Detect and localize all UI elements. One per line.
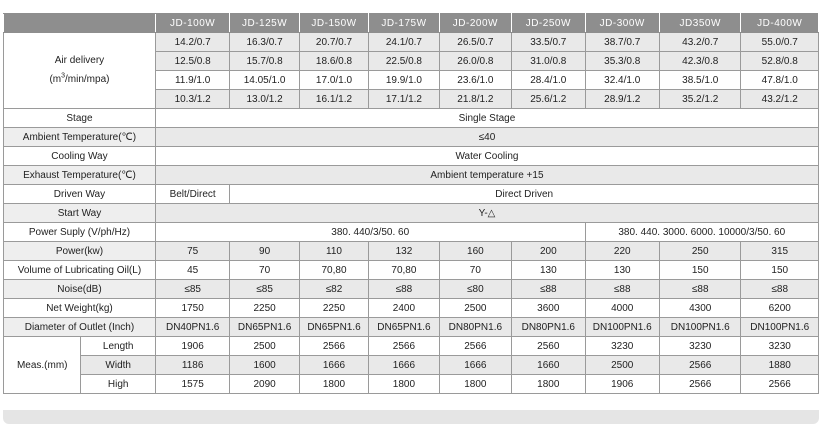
meas-cell: 2566	[659, 375, 741, 394]
air-delivery-unit: $(m^3/\min/mpa)$	[49, 72, 110, 86]
meas-cell: 1800	[439, 375, 511, 394]
power-cell: 75	[155, 242, 229, 261]
cooling-value: Water Cooling	[155, 147, 818, 166]
noise-cell: ≤85	[230, 280, 299, 299]
outlet-row	[4, 318, 819, 337]
power-label: Power(kw)	[4, 242, 156, 261]
stage-value: Single Stage	[155, 109, 818, 128]
noise-cell: ≤88	[741, 280, 819, 299]
meas-row	[4, 337, 819, 356]
oil-row	[4, 261, 819, 280]
power-cell: 200	[512, 242, 585, 261]
air-delivery-cell: 17.0/1.0	[299, 71, 368, 90]
air-delivery-cell: 55.0/0.7	[741, 33, 819, 52]
start-label: Start Way	[4, 204, 156, 223]
weight-cell: 2500	[439, 299, 511, 318]
meas-cell: 2566	[659, 356, 741, 375]
air-delivery-cell: 43.2/1.2	[741, 90, 819, 109]
air-delivery-cell: 42.3/0.8	[659, 52, 741, 71]
air-delivery-cell: 38.7/0.7	[585, 33, 659, 52]
oil-cell: 70	[439, 261, 511, 280]
header-corner	[4, 14, 156, 33]
power-cell: 160	[439, 242, 511, 261]
weight-cell: 2250	[230, 299, 299, 318]
power-supply-value-low: 380. 440/3/50. 60	[155, 223, 585, 242]
noise-cell: ≤88	[585, 280, 659, 299]
driven-value-belt: Belt/Direct	[155, 185, 229, 204]
meas-sub-label: Width	[81, 356, 155, 375]
air-delivery-cell: 22.5/0.8	[369, 52, 439, 71]
meas-cell: 2500	[230, 337, 299, 356]
air-delivery-cell: 35.2/1.2	[659, 90, 741, 109]
outlet-cell: DN65PN1.6	[230, 318, 299, 337]
cooling-label: Cooling Way	[4, 147, 156, 166]
meas-cell: 1600	[230, 356, 299, 375]
air-delivery-cell: 12.5/0.8	[155, 52, 229, 71]
model-header: JD-100W	[155, 14, 229, 33]
exhaust-row	[4, 166, 819, 185]
air-delivery-cell: 26.5/0.7	[439, 33, 511, 52]
air-delivery-cell: 20.7/0.7	[299, 33, 368, 52]
power-cell: 220	[585, 242, 659, 261]
oil-cell: 130	[512, 261, 585, 280]
noise-cell: ≤88	[512, 280, 585, 299]
start-value: Y-△	[155, 204, 818, 223]
header-row	[4, 14, 819, 33]
meas-row	[4, 375, 819, 394]
oil-cell: 70,80	[369, 261, 439, 280]
weight-cell: 4300	[659, 299, 741, 318]
air-delivery-cell: 47.8/1.0	[741, 71, 819, 90]
air-delivery-cell: 23.6/1.0	[439, 71, 511, 90]
meas-cell: 3230	[585, 337, 659, 356]
stage-row	[4, 109, 819, 128]
noise-row	[4, 280, 819, 299]
oil-cell: 130	[585, 261, 659, 280]
model-header: JD-150W	[299, 14, 368, 33]
air-delivery-cell: 14.05/1.0	[230, 71, 299, 90]
driven-label: Driven Way	[4, 185, 156, 204]
noise-cell: ≤85	[155, 280, 229, 299]
air-delivery-cell: 21.8/1.2	[439, 90, 511, 109]
air-delivery-cell: 28.9/1.2	[585, 90, 659, 109]
air-delivery-cell: 33.5/0.7	[512, 33, 585, 52]
oil-cell: 70	[230, 261, 299, 280]
weight-cell: 1750	[155, 299, 229, 318]
oil-cell: 150	[741, 261, 819, 280]
ambient-label: Ambient Temperature(℃)	[4, 128, 156, 147]
meas-cell: 1800	[299, 375, 368, 394]
model-header: JD-200W	[439, 14, 511, 33]
meas-cell: 1800	[369, 375, 439, 394]
power-cell: 250	[659, 242, 741, 261]
air-delivery-cell: 16.1/1.2	[299, 90, 368, 109]
weight-row	[4, 299, 819, 318]
oil-cell: 70,80	[299, 261, 368, 280]
air-delivery-cell: 24.1/0.7	[369, 33, 439, 52]
meas-cell: 1666	[369, 356, 439, 375]
model-header: JD-300W	[585, 14, 659, 33]
air-delivery-label	[4, 33, 156, 109]
meas-row	[4, 356, 819, 375]
outlet-cell: DN100PN1.6	[585, 318, 659, 337]
start-row	[4, 204, 819, 223]
noise-cell: ≤88	[659, 280, 741, 299]
air-delivery-cell: 35.3/0.8	[585, 52, 659, 71]
model-header: JD350W	[659, 14, 741, 33]
air-delivery-cell: 52.8/0.8	[741, 52, 819, 71]
outlet-cell: DN80PN1.6	[439, 318, 511, 337]
air-delivery-cell: 18.6/0.8	[299, 52, 368, 71]
model-header: JD-250W	[512, 14, 585, 33]
air-delivery-cell: 13.0/1.2	[230, 90, 299, 109]
cooling-row	[4, 147, 819, 166]
exhaust-label: Exhaust Temperature(℃)	[4, 166, 156, 185]
meas-cell: 1906	[585, 375, 659, 394]
meas-cell: 2566	[369, 337, 439, 356]
air-delivery-cell: 15.7/0.8	[230, 52, 299, 71]
oil-cell: 150	[659, 261, 741, 280]
meas-cell: 1666	[439, 356, 511, 375]
noise-cell: ≤80	[439, 280, 511, 299]
power-supply-label: Power Suply (V/ph/Hz)	[4, 223, 156, 242]
air-delivery-cell: 32.4/1.0	[585, 71, 659, 90]
meas-cell: 1880	[741, 356, 819, 375]
noise-cell: ≤88	[369, 280, 439, 299]
meas-cell: 2090	[230, 375, 299, 394]
meas-cell: 1186	[155, 356, 229, 375]
spec-table	[3, 13, 819, 394]
exhaust-value: Ambient temperature +15	[155, 166, 818, 185]
driven-value-direct: Direct Driven	[230, 185, 819, 204]
air-delivery-cell: 17.1/1.2	[369, 90, 439, 109]
model-header: JD-125W	[230, 14, 299, 33]
meas-sub-label: High	[81, 375, 155, 394]
power-cell: 90	[230, 242, 299, 261]
meas-cell: 2566	[741, 375, 819, 394]
power-row	[4, 242, 819, 261]
meas-cell: 2500	[585, 356, 659, 375]
power-cell: 110	[299, 242, 368, 261]
air-delivery-cell: 26.0/0.8	[439, 52, 511, 71]
outlet-cell: DN65PN1.6	[299, 318, 368, 337]
noise-label: Noise(dB)	[4, 280, 156, 299]
meas-cell: 1666	[299, 356, 368, 375]
air-delivery-title: Air delivery	[54, 54, 105, 66]
weight-cell: 2400	[369, 299, 439, 318]
meas-sub-label: Length	[81, 337, 155, 356]
weight-label: Net Weight(kg)	[4, 299, 156, 318]
power-supply-value-high: 380. 440. 3000. 6000. 10000/3/50. 60	[585, 223, 818, 242]
weight-cell: 6200	[741, 299, 819, 318]
meas-cell: 2560	[512, 337, 585, 356]
outlet-cell: DN65PN1.6	[369, 318, 439, 337]
weight-cell: 4000	[585, 299, 659, 318]
outlet-cell: DN100PN1.6	[659, 318, 741, 337]
stage-label: Stage	[4, 109, 156, 128]
outlet-cell: DN40PN1.6	[155, 318, 229, 337]
meas-label: Meas.(mm)	[4, 337, 81, 394]
power-cell: 315	[741, 242, 819, 261]
model-header: JD-400W	[741, 14, 819, 33]
power-supply-row	[4, 223, 819, 242]
air-delivery-cell: 11.9/1.0	[155, 71, 229, 90]
ambient-row	[4, 128, 819, 147]
air-delivery-cell: 16.3/0.7	[230, 33, 299, 52]
outlet-cell: DN100PN1.6	[741, 318, 819, 337]
ambient-value: ≤40	[155, 128, 818, 147]
oil-cell: 45	[155, 261, 229, 280]
driven-row	[4, 185, 819, 204]
meas-cell: 3230	[741, 337, 819, 356]
weight-cell: 3600	[512, 299, 585, 318]
meas-cell: 3230	[659, 337, 741, 356]
meas-cell: 2566	[299, 337, 368, 356]
table-footer-bar	[3, 410, 819, 424]
air-delivery-cell: 43.2/0.7	[659, 33, 741, 52]
air-delivery-row	[4, 33, 819, 52]
model-header: JD-175W	[369, 14, 439, 33]
noise-cell: ≤82	[299, 280, 368, 299]
air-delivery-cell: 14.2/0.7	[155, 33, 229, 52]
outlet-cell: DN80PN1.6	[512, 318, 585, 337]
meas-cell: 1800	[512, 375, 585, 394]
air-delivery-cell: 28.4/1.0	[512, 71, 585, 90]
air-delivery-cell: 38.5/1.0	[659, 71, 741, 90]
air-delivery-cell: 25.6/1.2	[512, 90, 585, 109]
power-cell: 132	[369, 242, 439, 261]
meas-cell: 2566	[439, 337, 511, 356]
air-delivery-cell: 31.0/0.8	[512, 52, 585, 71]
outlet-label: Diameter of Outlet (Inch)	[4, 318, 156, 337]
meas-cell: 1575	[155, 375, 229, 394]
oil-label: Volume of Lubricating Oil(L)	[4, 261, 156, 280]
weight-cell: 2250	[299, 299, 368, 318]
air-delivery-cell: 19.9/1.0	[369, 71, 439, 90]
air-delivery-cell: 10.3/1.2	[155, 90, 229, 109]
meas-cell: 1660	[512, 356, 585, 375]
meas-cell: 1906	[155, 337, 229, 356]
